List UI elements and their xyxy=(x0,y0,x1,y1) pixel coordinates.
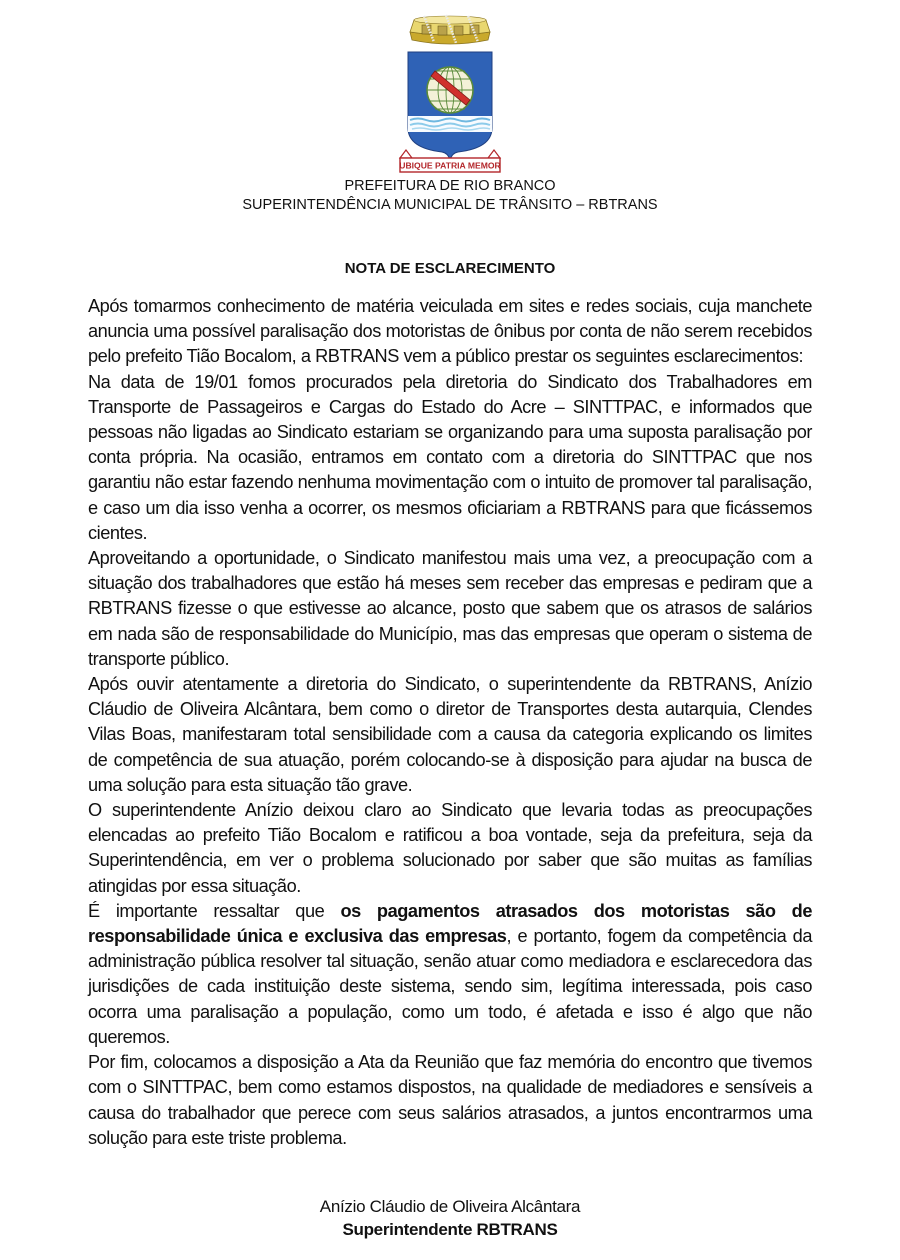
globe-icon xyxy=(427,67,473,113)
paragraph-6-intro: É importante ressaltar que xyxy=(88,900,341,921)
paragraph-1: Após tomarmos conhecimento de matéria veiculada em sites e redes sociais, cuja manchete anuncia uma possível paralisação dos motoristas de ônibus por conta de não serem recebidos pelo prefeito Tião Bocalom, a RBTRANS vem a público prestar os seguintes esclarecimentos: xyxy=(88,296,812,367)
document-body xyxy=(88,294,812,1151)
paragraph-6-rest: , e portanto, fogem da competência da administração pública resolver tal situação, senão atuar como mediadora e esclarecedora das jurisdições de cada instituição deste sistema, sendo sim, legítima interessada, pois caso ocorra uma paralisação a população, como um todo, é afetada e isso é algo que não queremos. xyxy=(88,926,812,1047)
paragraph-6-emphasis: os pagamentos atrasados dos motoristas são de responsabilidade única e exclusiva das empresas xyxy=(88,900,812,947)
paragraph-5: O superintendente Anízio deixou claro ao Sindicato que levaria todas as preocupações elencadas ao prefeito Tião Bocalom e ratificou a boa vontade, seja da prefeitura, seja da Superintendência, em ver o problema solucionado por saber que são muitas as famílias atingidas por essa situação. xyxy=(88,800,812,896)
paragraph-6 xyxy=(88,899,812,1050)
signatory-role: Superintendente RBTRANS xyxy=(342,1220,558,1239)
header-prefeitura: PREFEITURA DE RIO BRANCO xyxy=(344,178,556,194)
coat-of-arms-icon xyxy=(398,10,502,176)
signatory-name: Anízio Cláudio de Oliveira Alcântara xyxy=(319,1197,581,1216)
paragraph-4: Após ouvir atentamente a diretoria do Sindicato, o superintendente da RBTRANS, Anízio Cláudio de Oliveira Alcântara, bem como o diretor de Transportes desta autarquia, Clendes Vilas Boas, manifestaram total sensibilidade com a causa da categoria explicando os limites de competência de sua atuação, porém colocando-se à disposição para ajudar na busca de uma solução para esta situação tão grave. xyxy=(88,674,812,795)
paragraph-2: Na data de 19/01 fomos procurados pela diretoria do Sindicato dos Trabalhadores em Transporte de Passageiros e Cargas do Estado do Acre – SINTTPAC, e informados que pessoas não ligadas ao Sindicato estariam se organizando para uma suposta paralisação por conta própria. Na ocasião, entramos em contato com a diretoria do SINTTPAC que nos garantiu não estar fazendo nenhuma movimentação com o intuito de promover tal paralisação, e caso um dia isso venha a ocorrer, os mesmos oficiariam a RBTRANS para que ficássemos cientes. xyxy=(88,371,812,543)
header-superintendencia: SUPERINTENDÊNCIA MUNICIPAL DE TRÂNSITO – RBTRANS xyxy=(242,197,658,213)
mural-crown-icon xyxy=(410,15,490,44)
svg-text:UBIQUE PATRIA MEMOR: UBIQUE PATRIA MEMOR xyxy=(399,160,501,171)
water-waves-icon xyxy=(408,116,492,132)
document-header xyxy=(0,177,900,215)
document-title: NOTA DE ESCLARECIMENTO xyxy=(344,260,556,277)
signature-block xyxy=(0,1195,900,1241)
paragraph-7: Por fim, colocamos a disposição a Ata da Reunião que faz memória do encontro que tivemos com o SINTTPAC, bem como estamos dispostos, na qualidade de mediadores e sensíveis a causa do trabalhador que perece com seus salários atrasados, a juntos encontrarmos uma solução para este triste problema. xyxy=(88,1052,812,1148)
paragraph-3: Aproveitando a oportunidade, o Sindicato manifestou mais uma vez, a preocupação com a situação dos trabalhadores que estão há meses sem receber das empresas e pediram que a RBTRANS fizesse o que estivesse ao alcance, posto que sabem que os atrasos de salários em nada são de responsabilidade do Município, mas das empresas que operam o sistema de transporte público. xyxy=(88,548,812,669)
